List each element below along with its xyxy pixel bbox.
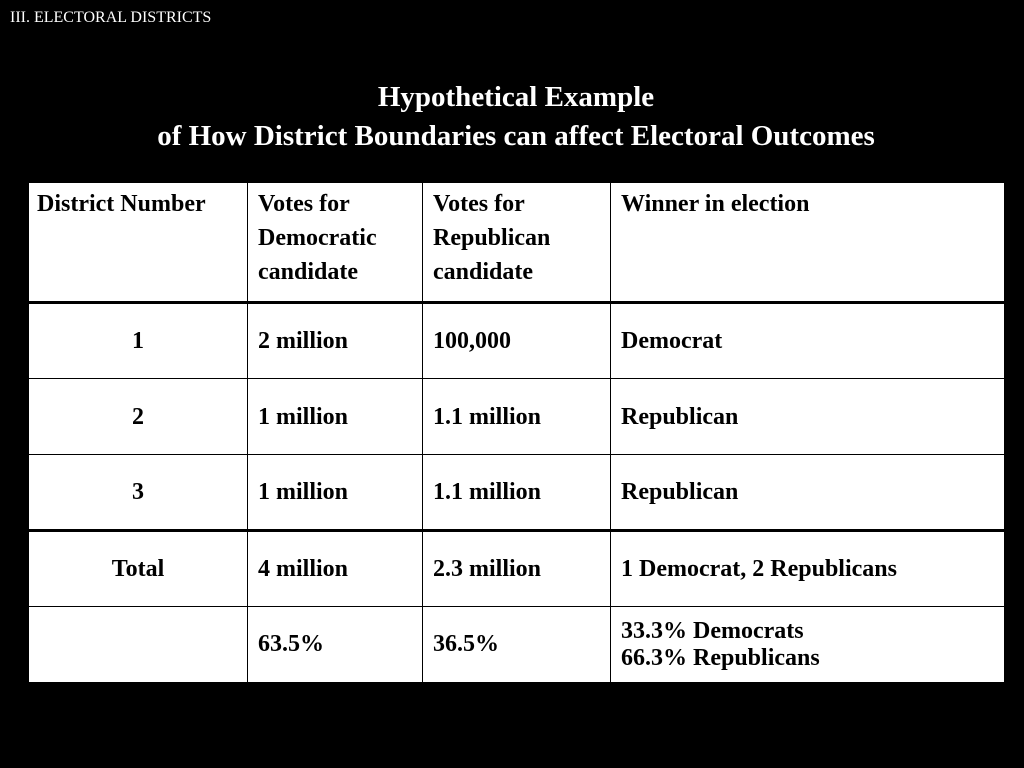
header-votes-democratic xyxy=(248,183,423,303)
cell-winner: Republican xyxy=(611,455,1005,531)
cell-total-label: Total xyxy=(29,531,248,607)
cell-dem-votes: 2 million xyxy=(248,303,423,379)
cell-winner: Republican xyxy=(611,379,1005,455)
cell-percent-rep: 36.5% xyxy=(423,607,611,683)
title-line-1: Hypothetical Example xyxy=(377,81,655,113)
cell-rep-votes: 100,000 xyxy=(423,303,611,379)
header-line: Republican xyxy=(433,225,551,251)
percent-winner-line: 66.3% Republicans xyxy=(621,644,820,671)
header-line: Votes for xyxy=(258,191,350,217)
slide-title xyxy=(0,78,1024,156)
header-district-number: District Number xyxy=(29,183,248,303)
percent-winner-line: 33.3% Democrats xyxy=(621,617,804,644)
table-row xyxy=(29,455,1005,531)
header-votes-republican xyxy=(423,183,611,303)
header-winner: Winner in election xyxy=(611,183,1005,303)
cell-rep-votes: 1.1 million xyxy=(423,379,611,455)
cell-rep-votes: 1.1 million xyxy=(423,455,611,531)
percent-row xyxy=(29,607,1005,683)
table-row xyxy=(29,303,1005,379)
table-header-row xyxy=(29,183,1005,303)
cell-district: 2 xyxy=(29,379,248,455)
cell-winner: Democrat xyxy=(611,303,1005,379)
cell-total-dem: 4 million xyxy=(248,531,423,607)
header-line: candidate xyxy=(258,259,359,285)
title-line-2: of How District Boundaries can affect Electoral Outcomes xyxy=(157,120,875,152)
cell-total-rep: 2.3 million xyxy=(423,531,611,607)
section-label: III. ELECTORAL DISTRICTS xyxy=(10,9,212,26)
header-line: Votes for xyxy=(433,191,525,217)
cell-percent-label xyxy=(29,607,248,683)
cell-dem-votes: 1 million xyxy=(248,379,423,455)
cell-district: 1 xyxy=(29,303,248,379)
total-row xyxy=(29,531,1005,607)
cell-percent-dem: 63.5% xyxy=(248,607,423,683)
results-table-container xyxy=(28,182,1004,683)
header-line: Democratic xyxy=(258,225,377,251)
cell-district: 3 xyxy=(29,455,248,531)
header-line: candidate xyxy=(433,259,534,285)
cell-percent-winner xyxy=(611,607,1005,683)
table-row xyxy=(29,379,1005,455)
cell-total-winner: 1 Democrat, 2 Republicans xyxy=(611,531,1005,607)
results-table xyxy=(28,182,1005,683)
cell-dem-votes: 1 million xyxy=(248,455,423,531)
